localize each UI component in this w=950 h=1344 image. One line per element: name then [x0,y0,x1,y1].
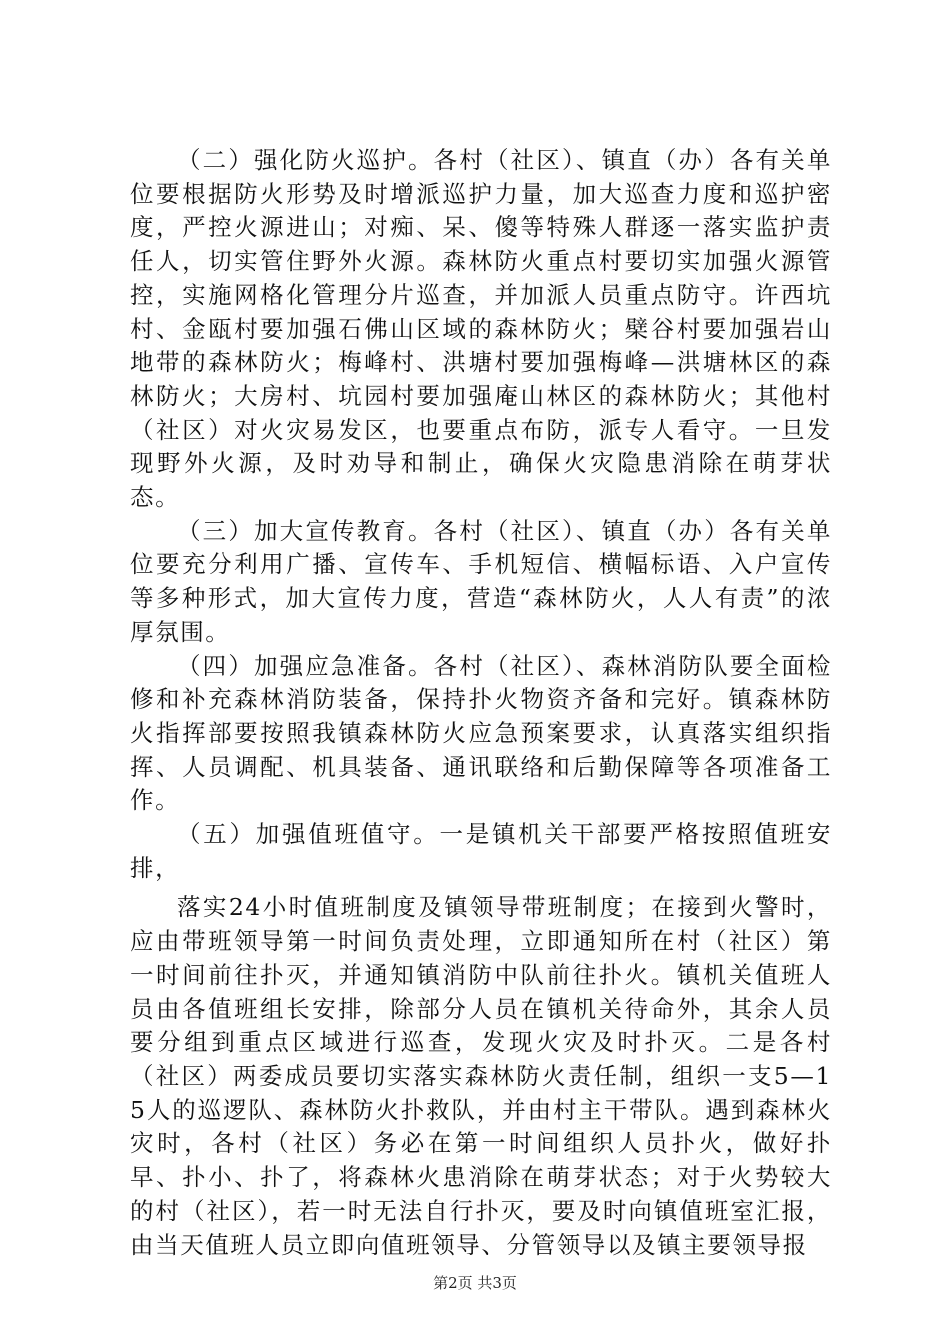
paragraph-duty-heading: （五）加强值班值守。一是镇机关干部要严格按照值班安排， [130,820,832,882]
paragraph-publicity: （三）加大宣传教育。各村（社区）、镇直（办）各有关单位要充分利用广播、宣传车、手机短信、横幅标语、入户宣传等多种形式，加大宣传力度，营造“森林防火，人人有责”的浓厚氛围。 [130,516,832,646]
page-number-footer: 第2页 共3页 [433,1274,517,1292]
document-body [130,144,832,1262]
paragraph-patrol: （二）强化防火巡护。各村（社区）、镇直（办）各有关单位要根据防火形势及时增派巡护力量，加大巡查力度和巡护密度，严控火源进山；对痴、呆、傻等特殊人群逐一落实监护责任人，切实管住野外火源。森林防火重点村要切实加强火源管控，实施网格化管理分片巡查，并加派人员重点防守。许西坑村、金瓯村要加强石佛山区域的森林防火；檗谷村要加强岩山地带的森林防火；梅峰村、洪塘村要加强梅峰—洪塘林区的森林防火；大房村、坑园村要加强庵山林区的森林防火；其他村（社区）对火灾易发区，也要重点布防，派专人看守。一旦发现野外火源，及时劝导和制止，确保火灾隐患消除在萌芽状态。 [130,146,832,512]
paragraph-duty-detail: 落实24小时值班制度及镇领导带班制度；在接到火警时，应由带班领导第一时间负责处理，立即通知所在村（社区）第一时间前往扑灭，并通知镇消防中队前往扑火。镇机关值班人员由各值班组长安排，除部分人员在镇机关待命外，其余人员要分组到重点区域进行巡查，发现火灾及时扑灭。二是各村（社区）两委成员要切实落实森林防火责任制，组织一支5—15人的巡逻队、森林防火扑救队，并由村主干带队。遇到森林火灾时，各村（社区）务必在第一时间组织人员扑火，做好扑早、扑小、扑了，将森林火患消除在萌芽状态；对于火势较大的村（社区），若一时无法自行扑灭，要及时向镇值班室汇报，由当天值班人员立即向值班领导、分管领导以及镇主要领导报 [130,893,832,1259]
paragraph-emergency-prep: （四）加强应急准备。各村（社区）、森林消防队要全面检修和补充森林消防装备，保持扑火物资齐备和完好。镇森林防火指挥部要按照我镇森林防火应急预案要求，认真落实组织指挥、人员调配、机具装备、通讯联络和后勤保障等各项准备工作。 [130,651,832,815]
